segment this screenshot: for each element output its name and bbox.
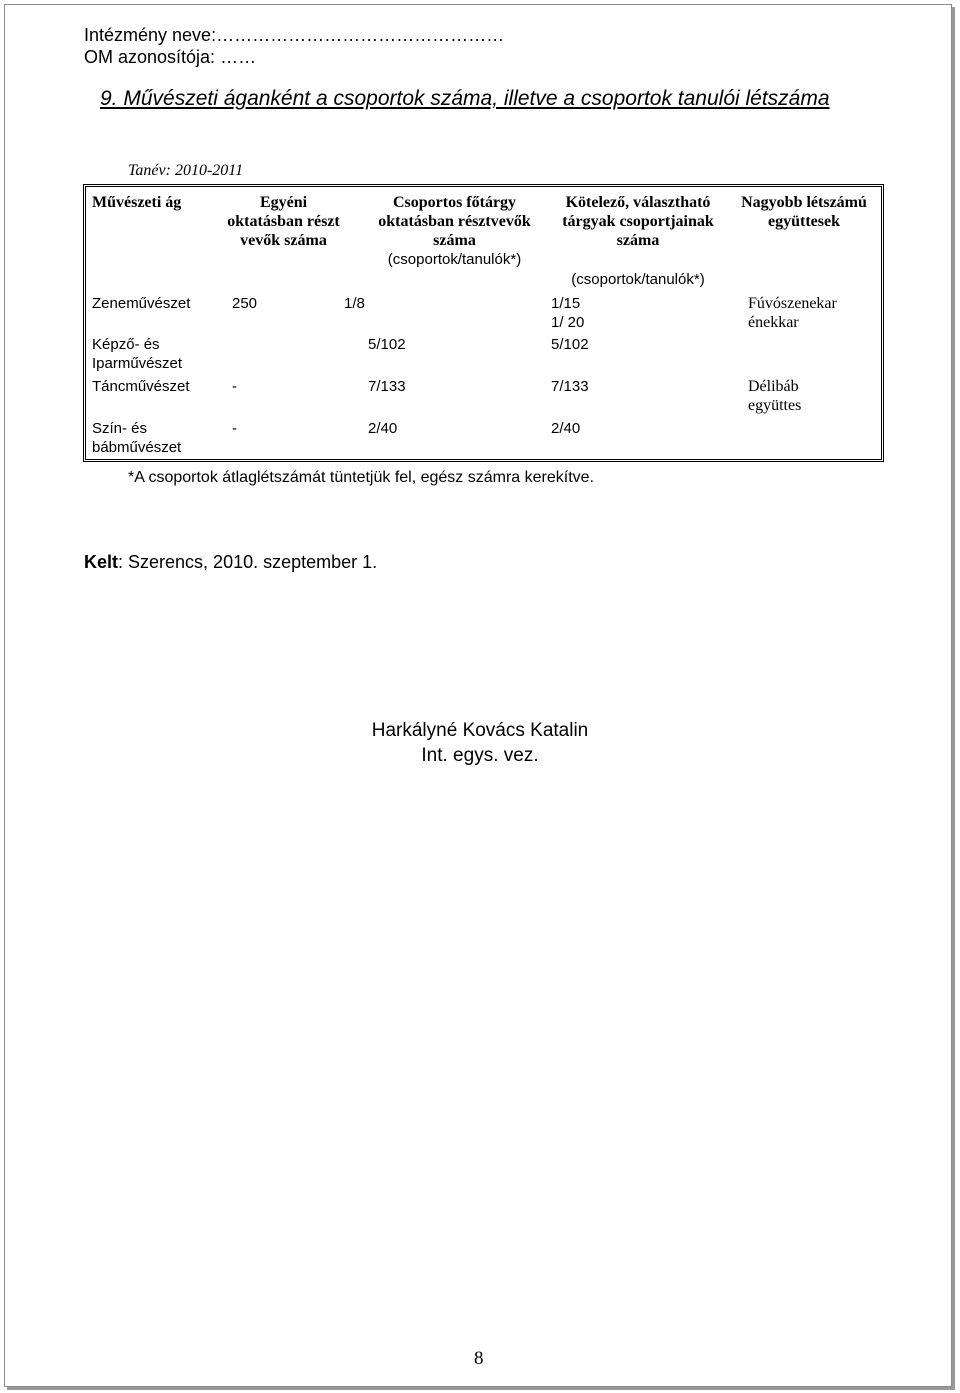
table-header-mandatory-unit: (csoportok/tanulók*) [571, 271, 705, 288]
dated-label: Kelt [84, 552, 119, 572]
page-number: 8 [474, 1348, 484, 1369]
table-row-theatre-individual: - [232, 420, 237, 437]
table-row-music-group-main: 1/8 [344, 295, 365, 312]
table-header-ensembles: Nagyobb létszámú együttesek [741, 194, 867, 230]
table-row-music-individual: 250 [232, 295, 258, 312]
table-row-dance-mandatory: 7/133 [551, 378, 589, 395]
table-header-group-main: Csoportos főtárgy oktatásban résztvevők száma [378, 194, 531, 249]
table-row-theatre-mandatory: 2/40 [551, 420, 581, 437]
table-header-individual: Egyéni oktatásban részt vevők száma [227, 194, 340, 249]
table-header-branch: Művészeti ág [92, 194, 182, 211]
table-row-music-ensembles: Fúvószenekar énekkar [748, 295, 837, 331]
groups-table [83, 184, 884, 462]
table-row-dance-individual: - [232, 378, 237, 395]
school-year: Tanév: 2010-2011 [128, 162, 244, 179]
table-row-music-mandatory: 1/15 1/ 20 [551, 295, 585, 331]
table-header-group-main-unit: (csoportok/tanulók*) [387, 251, 522, 268]
table-row-dance-group-main: 7/133 [368, 378, 406, 395]
signature-name: Harkályné Kovács Katalin [371, 720, 589, 741]
table-row-visual-branch: Képző- és Iparművészet [92, 336, 183, 372]
table-row-music-branch: Zeneművészet [92, 295, 191, 312]
om-id-line: OM azonosítója: …… [84, 47, 257, 67]
institution-name-line: Intézmény neve:………………………………………… [84, 25, 505, 45]
table-row-visual-mandatory: 5/102 [551, 336, 589, 353]
dated-line [84, 552, 377, 573]
table-row-theatre-branch: Szín- és bábművészet [92, 420, 182, 456]
table-row-theatre-group-main: 2/40 [368, 420, 398, 437]
signature-title: Int. egys. vez. [421, 745, 539, 766]
table-footnote: *A csoportok átlaglétszámát tüntetjük fel, egész számra kerekítve. [128, 469, 594, 486]
table-row-visual-group-main: 5/102 [368, 336, 406, 353]
dated-place-date: : Szerencs, 2010. szeptember 1. [118, 552, 378, 572]
table-header-mandatory: Kötelező, választható tárgyak csoportjainak száma [562, 194, 714, 249]
table-row-dance-ensembles: Délibáb együttes [748, 378, 802, 414]
table-row-dance-branch: Táncművészet [92, 378, 190, 395]
section-title: 9. Művészeti áganként a csoportok száma, illetve a csoportok tanulói létszáma [100, 87, 830, 110]
